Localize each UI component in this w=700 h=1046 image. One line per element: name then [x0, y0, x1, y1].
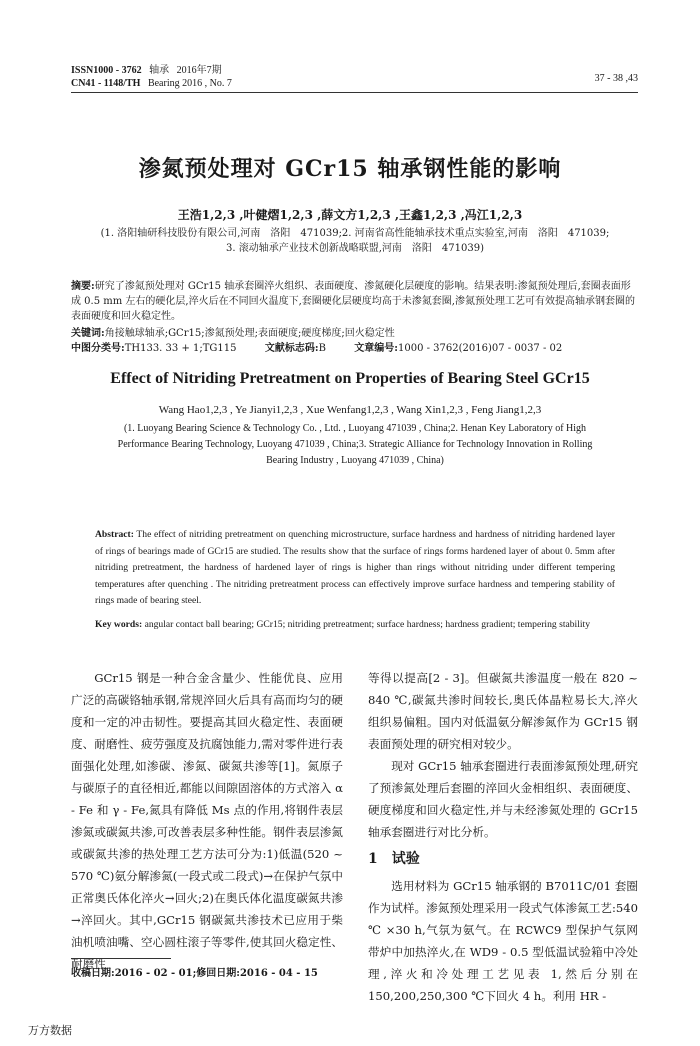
title-cn: 渗氮预处理对 GCr15 轴承钢性能的影响	[138, 156, 562, 182]
body-paragraph: 现对 GCr15 轴承套圈进行表面渗氮预处理,研究了预渗氮处理后套圈的淬回火金相组织、表面硬度、硬度梯度和回火稳定性,并与未经渗氮处理的 GCr15 轴承套圈进行对比分析。	[368, 759, 638, 839]
header-rule	[71, 92, 638, 93]
clc-label: 中图分类号:	[71, 343, 125, 354]
doc-code-value: B	[318, 343, 326, 354]
affiliation-en-line: Performance Bearing Technology, Luoyang 471039 , China;3. Strategic Alliance for Technology Innovation in Rolling	[117, 439, 593, 450]
affiliation-cn-line: 3. 滚动轴承产业技术创新战略联盟,河南 洛阳 471039)	[226, 243, 484, 254]
affiliations-cn	[90, 226, 620, 256]
abstract-cn-text: 研究了渗氮预处理对 GCr15 轴承套圈淬火组织、表面硬度、渗氮硬化层硬度的影响。结果表明:渗氮预处理后,套圈表面形成 0.5 mm 左右的硬化层,淬火后在不同回火温度下,套圈硬化层硬度均高于未渗氮套圈,渗氮预处理工艺可有效提高轴承钢套圈的表面硬度和回火稳定性。	[71, 281, 635, 322]
cn-number: CN41 - 1148/TH	[71, 78, 141, 89]
journal-name-cn: 轴承	[149, 65, 170, 76]
journal-header	[71, 64, 232, 90]
section-heading: 1 试验	[368, 851, 420, 867]
abstract-en-label: Abstract:	[95, 529, 134, 540]
keywords-cn-label: 关键词:	[71, 328, 105, 339]
authors-en: Wang Hao1,2,3 , Ye Jianyi1,2,3 , Xue Wenfang1,2,3 , Wang Xin1,2,3 , Feng Jiang1,2,3	[158, 404, 542, 416]
keywords-cn-text: 角接触球轴承;GCr15;渗氮预处理;表面硬度;硬度梯度;回火稳定性	[104, 328, 395, 339]
received-date-footnote: 收稿日期:2016 - 02 - 01;修回日期:2016 - 04 - 15	[71, 968, 318, 979]
watermark: 万方数据	[28, 1024, 72, 1037]
affiliation-en-line: (1. Luoyang Bearing Science & Technology Co. , Ltd. , Luoyang 471039 , China;2. Henan Key Laboratory of High	[123, 423, 587, 434]
title-en: Effect of Nitriding Pretreatment on Properties of Bearing Steel GCr15	[110, 370, 590, 387]
keywords-en-text: angular contact ball bearing; GCr15; nitriding pretreatment; surface hardness; hardness gradient; tempering stability	[142, 619, 591, 630]
page-range: 37 - 38 ,43	[594, 73, 638, 84]
issue-cn: 2016年7期	[176, 65, 222, 76]
clc-value: TH133. 33 + 1;TG115	[124, 343, 237, 354]
body-paragraph: 选用材料为 GCr15 轴承钢的 B7011C/01 套圈作为试样。渗氮预处理采用一段式气体渗氮工艺:540 ℃ ×30 h,气氛为氨气。在 RCWC9 型保护气氛网带炉中加热淬火,在 WD9 - 0.5 型低温试验箱中冷处理,淬火和冷处理工艺见表 1,然后分别在 150,200,250,300 ℃下回火 4 h。利用 HR -	[368, 879, 638, 1003]
body-left-column	[71, 667, 343, 975]
doc-code-label: 文献标志码:	[264, 343, 319, 354]
abstract-en	[95, 527, 615, 610]
abstract-en-text: The effect of nitriding pretreatment on quenching microstructure, surface hardness and hardness of nitriding hardened layer of rings of bearings made of GCr15 are studied. The results show that the surface of rings forms hardened layer of about 0. 5mm after nitriding pretreatment, the hardness of hardened layer of rings is higher than rings without nitriding under different tempering temperatures after quenching . The nitriding pretreatment process can effectively improve surface hardness and tempering stability of rings made of bearing steel.	[95, 529, 615, 606]
affiliation-en-line: Bearing Industry , Luoyang 471039 , China)	[266, 455, 444, 466]
journal-name-en: Bearing 2016 , No. 7	[147, 78, 232, 89]
abstract-cn-label: 摘要:	[71, 281, 95, 292]
body-paragraph: 等得以提高[2 - 3]。但碳氮共渗温度一般在 820 ~ 840 ℃,碳氮共渗时间较长,奥氏体晶粒易长大,淬火组织易偏粗。国内对低温氨分解渗氮作为 GCr15 钢表面预处理的研究相对较少。	[368, 671, 638, 751]
body-right-column	[368, 667, 638, 1007]
affiliation-cn-line: (1. 洛阳轴研科技股份有限公司,河南 洛阳 471039;2. 河南省高性能轴承技术重点实验室,河南 洛阳 471039;	[100, 228, 610, 239]
issn: ISSN1000 - 3762	[71, 65, 142, 76]
body-paragraph: GCr15 钢是一种合金含量少、性能优良、应用广泛的高碳铬轴承钢,常规淬回火后具有高而均匀的硬度和一定的冲击韧性。要提高其回火稳定性、表面硬度、耐磨性、疲劳强度及抗腐蚀能力,需对零件进行表面强化处理,如渗碳、渗氮、碳氮共渗等[1]。氮原子与碳原子的直径相近,都能以间隙固溶体的方式溶入 α - Fe 和 γ - Fe,氮具有降低 Ms 点的作用,将钢件表层渗氮或碳氮共渗,可改善表层多种性能。钢件表层渗氮或碳氮共渗的热处理工艺方法可分为:1)低温(520 ~ 570 ℃)氨分解渗氮(一段式或二段式)→在保护气氛中正常奥氏体化淬火→回火;2)在奥氏体化温度碳氮共渗→淬回火。其中,GCr15 钢碳氮共渗技术已应用于柴油机喷油嘴、空心圆柱滚子等零件,使其回火稳定性、耐磨性	[71, 671, 343, 971]
classification-line	[71, 341, 638, 356]
abstract-cn	[71, 279, 638, 324]
affiliations-en	[100, 421, 610, 469]
keywords-cn	[71, 326, 638, 341]
authors-cn: 王浩1,2,3 ,叶健熠1,2,3 ,薛文方1,2,3 ,王鑫1,2,3 ,冯江1,2,3	[177, 208, 523, 222]
keywords-en-label: Key words:	[95, 619, 143, 630]
keywords-en	[95, 617, 615, 634]
footnote-rule	[71, 958, 171, 959]
article-number-label: 文章编号:	[354, 343, 398, 354]
article-number-value: 1000 - 3762(2016)07 - 0037 - 02	[398, 343, 563, 354]
